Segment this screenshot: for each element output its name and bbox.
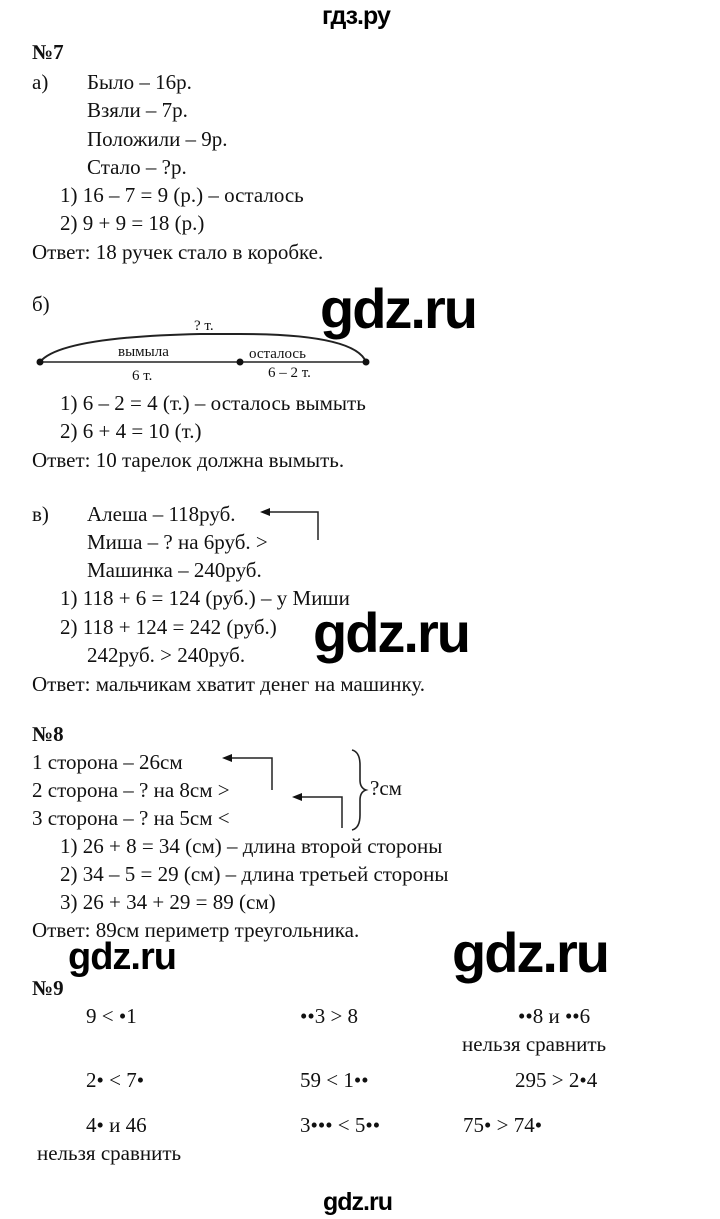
task9-cell-2-2: 59 < 1••	[300, 1068, 369, 1092]
task7v-answer: Ответ: мальчикам хватит денег на машинку.	[32, 672, 426, 696]
task7a-step-1: 1) 16 – 7 = 9 (р.) – осталось	[60, 183, 304, 207]
task7v-condition-1: Алеша – 118руб.	[87, 502, 236, 526]
task7a-condition-2: Взяли – 7р.	[87, 98, 188, 122]
site-header-title: гдз.ру	[322, 2, 390, 30]
task9-note-1: нельзя сравнить	[462, 1032, 607, 1056]
diagram-left-bottom-label: 6 т.	[132, 368, 153, 384]
task7a-condition-1: Было – 16р.	[87, 70, 192, 94]
watermark-2: gdz.ru	[313, 601, 469, 664]
task9-number: №9	[32, 976, 64, 1000]
task8-step-2: 2) 34 – 5 = 29 (см) – длина третьей стороны	[60, 862, 449, 886]
task7b-step-1: 1) 6 – 2 = 4 (т.) – осталось вымыть	[60, 391, 366, 415]
task9-cell-1-1: 9 < •1	[86, 1004, 137, 1028]
task7a-step-2: 2) 9 + 9 = 18 (р.)	[60, 211, 205, 235]
task8-step-1: 1) 26 + 8 = 34 (см) – длина второй стороны	[60, 834, 443, 858]
task9-note-2: нельзя сравнить	[37, 1141, 182, 1165]
watermark-4: gdz.ru	[452, 921, 608, 984]
task7a-label: а)	[32, 70, 49, 94]
task7a-condition-3: Положили – 9р.	[87, 127, 228, 151]
task8-number: №8	[32, 722, 64, 746]
task8-step-3: 3) 26 + 34 + 29 = 89 (см)	[60, 890, 276, 914]
task7b-label: б)	[32, 292, 50, 316]
task7b-step-2: 2) 6 + 4 = 10 (т.)	[60, 419, 202, 443]
site-footer-title: gdz.ru	[323, 1188, 392, 1216]
task7b-answer: Ответ: 10 тарелок должна вымыть.	[32, 448, 345, 472]
watermark-1: gdz.ru	[320, 277, 476, 340]
task9-cell-3-3: 75• > 74•	[463, 1113, 543, 1137]
diagram-right-bottom-label: 6 – 2 т.	[268, 365, 311, 381]
diagram-right-top-label: осталось	[249, 346, 306, 362]
watermark-3: gdz.ru	[68, 936, 176, 978]
task7a-condition-4: Стало – ?р.	[87, 155, 187, 179]
task8-condition-3: 3 сторона – ? на 5см <	[32, 806, 230, 830]
diagram-left-top-label: вымыла	[118, 344, 169, 360]
task7v-condition-3: Машинка – 240руб.	[87, 558, 262, 582]
task7v-condition-2: Миша – ? на 6руб. >	[87, 530, 268, 554]
task8-condition-1: 1 сторона – 26см	[32, 750, 183, 774]
task9-cell-3-2: 3••• < 5••	[300, 1113, 381, 1137]
task7v-step-2: 2) 118 + 124 = 242 (руб.)	[60, 615, 277, 639]
task8-condition-2: 2 сторона – ? на 8см >	[32, 778, 230, 802]
task9-cell-3-1: 4• и 46	[86, 1113, 147, 1137]
task7-number: №7	[32, 40, 64, 64]
task8-brace-label: ?см	[370, 776, 402, 800]
task7v-step-3: 242руб. > 240руб.	[87, 643, 246, 667]
task9-cell-2-3: 295 > 2•4	[515, 1068, 598, 1092]
task8-answer: Ответ: 89см периметр треугольника.	[32, 918, 360, 942]
task9-cell-1-3: ••8 и ••6	[518, 1004, 591, 1028]
task9-cell-2-1: 2• < 7•	[86, 1068, 145, 1092]
diagram-total-label: ? т.	[194, 318, 214, 334]
task7a-answer: Ответ: 18 ручек стало в коробке.	[32, 240, 324, 264]
task7v-step-1: 1) 118 + 6 = 124 (руб.) – у Миши	[60, 586, 350, 610]
task7v-label: в)	[32, 502, 49, 526]
task9-cell-1-2: ••3 > 8	[300, 1004, 359, 1028]
